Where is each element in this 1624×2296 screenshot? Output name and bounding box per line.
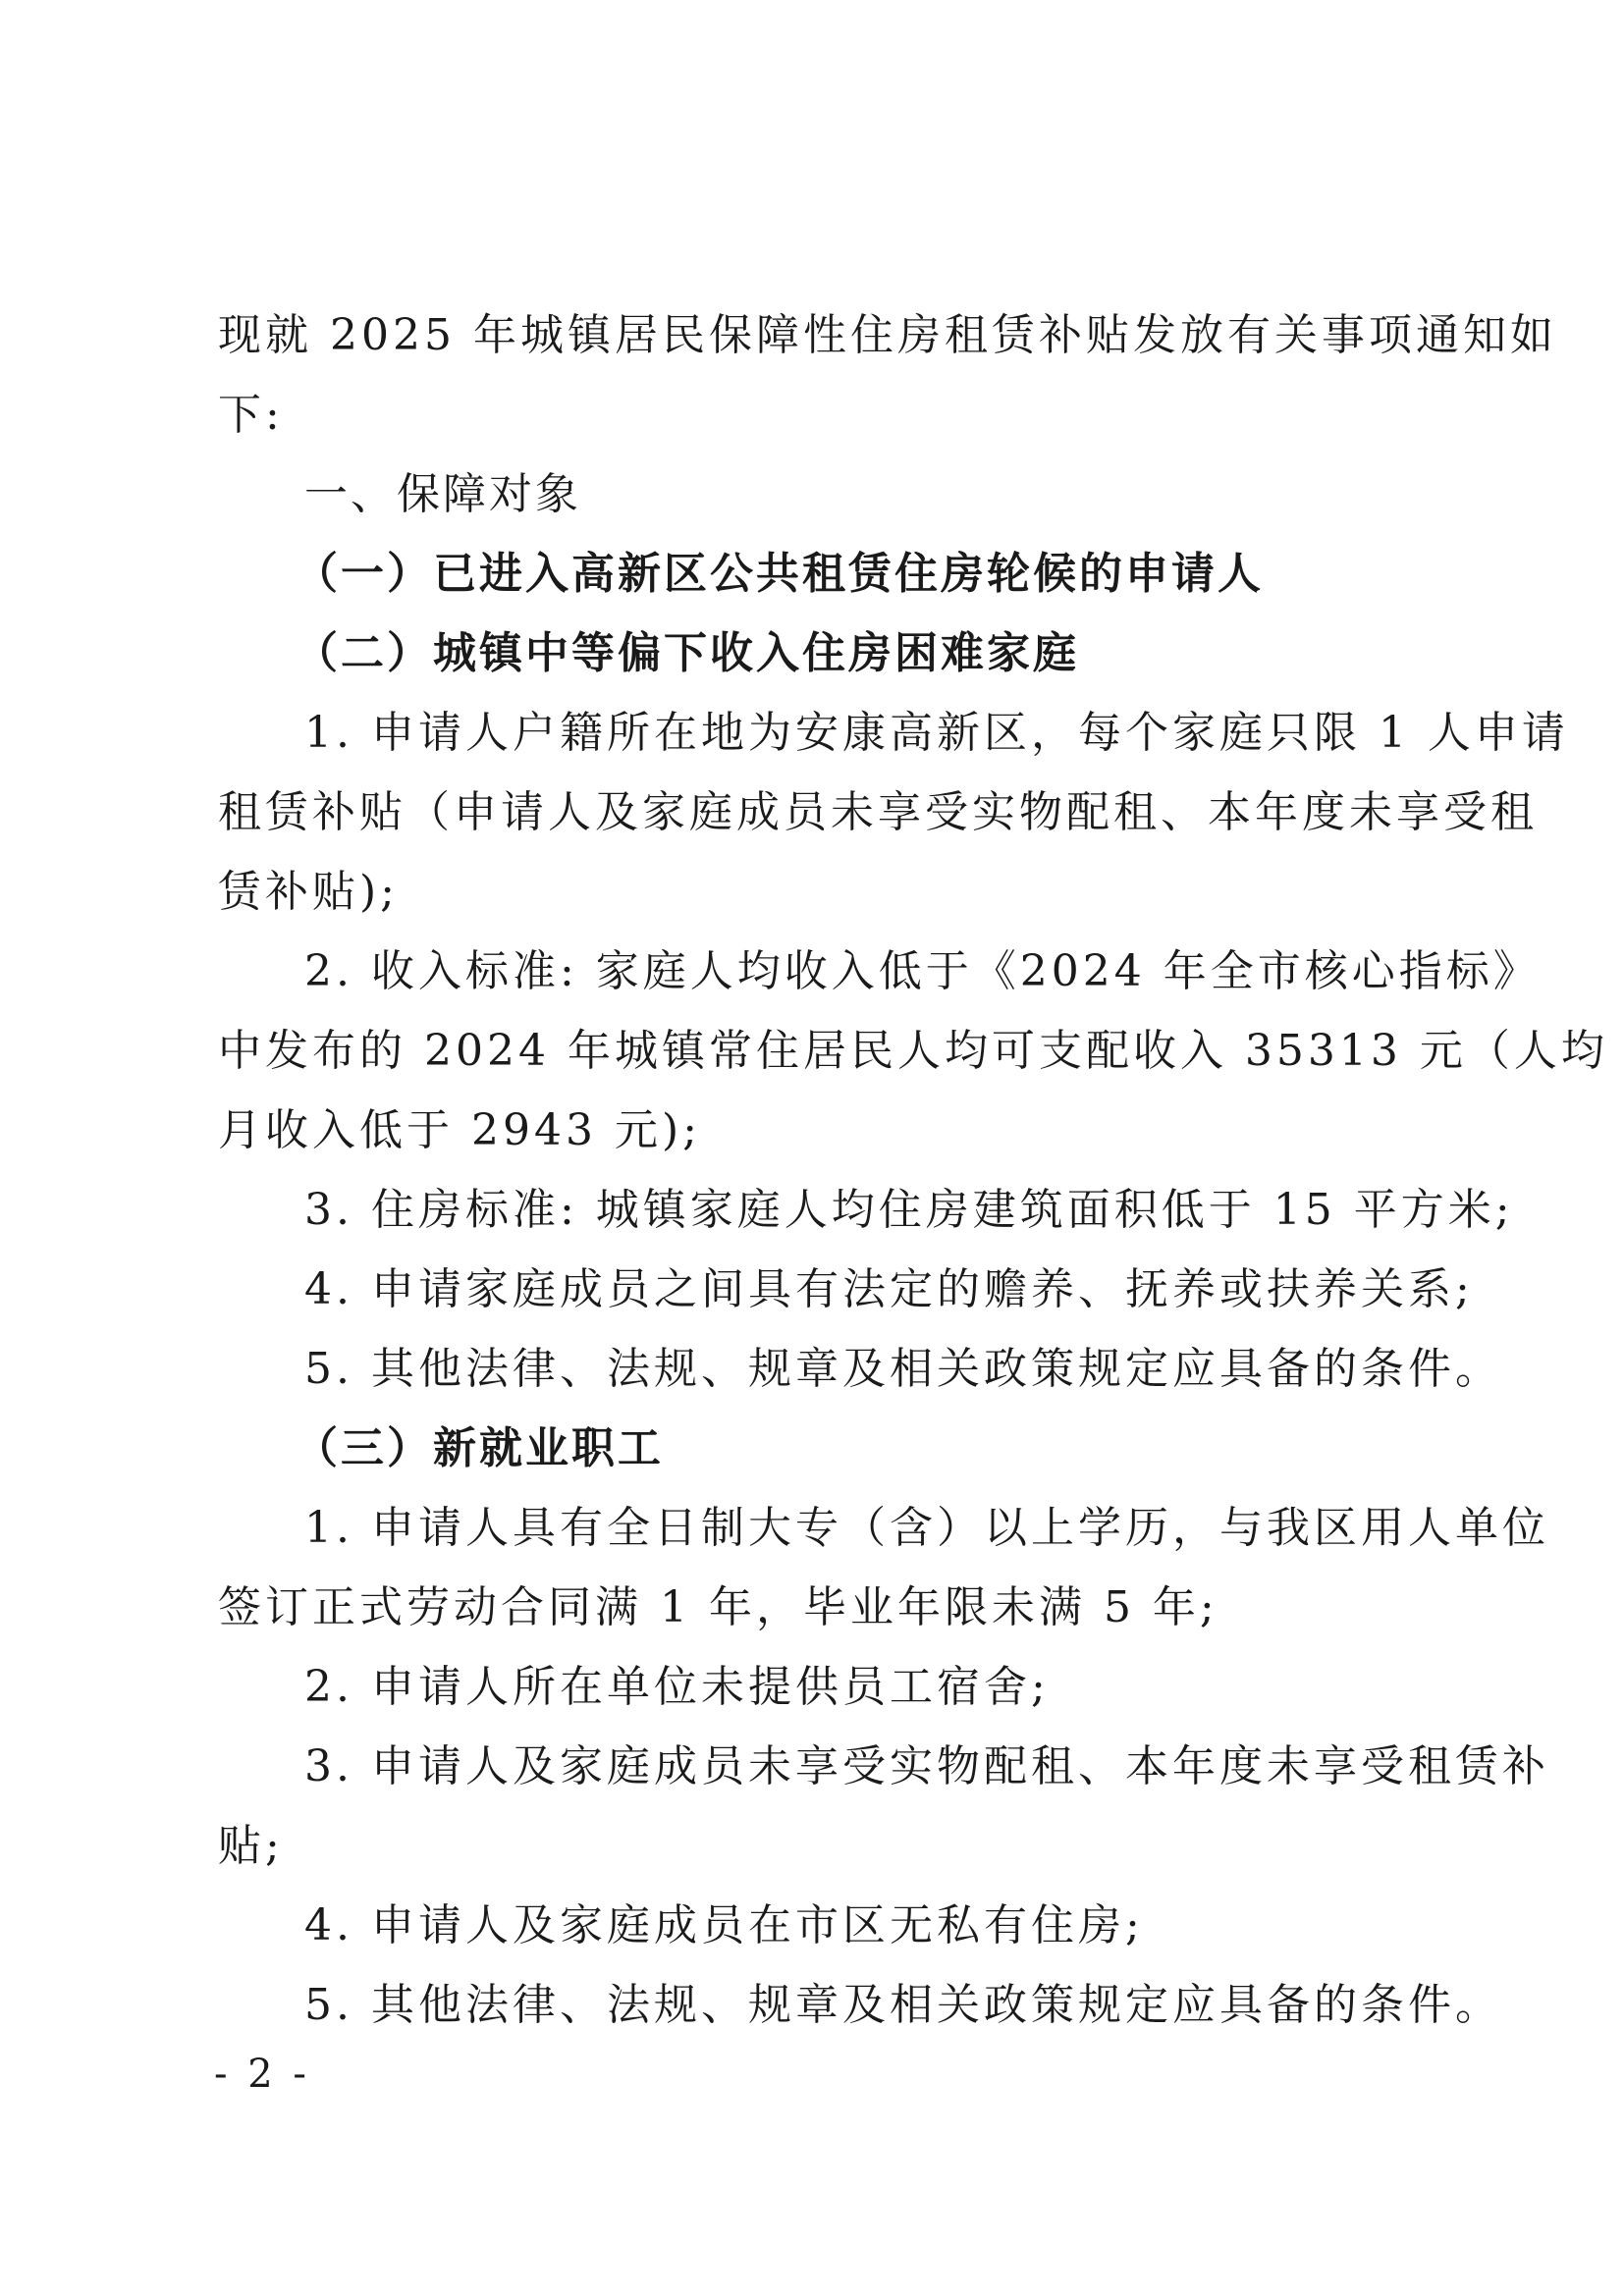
- sub2-item-2-line-2: 中发布的 2024 年城镇常住居民人均可支配收入 35313 元（人均: [218, 1026, 1608, 1076]
- sub2-item-1-line-3: 赁补贴);: [218, 867, 399, 917]
- sub3-item-1-line-1: 1. 申请人具有全日制大专（含）以上学历，与我区用人单位: [304, 1503, 1549, 1553]
- sub2-item-1-line-1: 1. 申请人户籍所在地为安康高新区，每个家庭只限 1 人申请: [304, 708, 1569, 758]
- sub3-item-2: 2. 申请人所在单位未提供员工宿舍;: [304, 1662, 1050, 1712]
- subsection-heading-2: （二）城镇中等偏下收入住房困难家庭: [295, 628, 1079, 678]
- sub2-item-2-line-3: 月收入低于 2943 元);: [218, 1105, 701, 1155]
- sub3-item-1-line-2: 签订正式劳动合同满 1 年，毕业年限未满 5 年;: [218, 1582, 1218, 1632]
- section-heading-coverage: 一、保障对象: [304, 469, 581, 519]
- sub2-item-2-line-1: 2. 收入标准: 家庭人均收入低于《2024 年全市核心指标》: [304, 946, 1541, 996]
- sub2-item-1-line-2: 租赁补贴（申请人及家庭成员未享受实物配租、本年度未享受租: [218, 787, 1538, 837]
- page-number: - 2 -: [214, 2052, 310, 2097]
- sub3-item-5: 5. 其他法律、法规、规章及相关政策规定应具备的条件。: [304, 1980, 1502, 2030]
- intro-line-2: 下:: [218, 390, 284, 440]
- sub2-item-4: 4. 申请家庭成员之间具有法定的赡养、抚养或扶养关系;: [304, 1264, 1474, 1314]
- sub2-item-5: 5. 其他法律、法规、规章及相关政策规定应具备的条件。: [304, 1344, 1502, 1394]
- intro-line-1: 现就 2025 年城镇居民保障性住房租赁补贴发放有关事项通知如: [218, 310, 1557, 360]
- sub2-item-3: 3. 住房标准: 城镇家庭人均住房建筑面积低于 15 平方米;: [304, 1185, 1514, 1235]
- sub3-item-4: 4. 申请人及家庭成员在市区无私有住房;: [304, 1900, 1144, 1950]
- sub3-item-3-line-2: 贴;: [218, 1821, 284, 1871]
- sub3-item-3-line-1: 3. 申请人及家庭成员未享受实物配租、本年度未享受租赁补: [304, 1741, 1549, 1791]
- subsection-heading-3: （三）新就业职工: [295, 1423, 664, 1473]
- subsection-heading-1: （一）已进入高新区公共租赁住房轮候的申请人: [295, 549, 1264, 599]
